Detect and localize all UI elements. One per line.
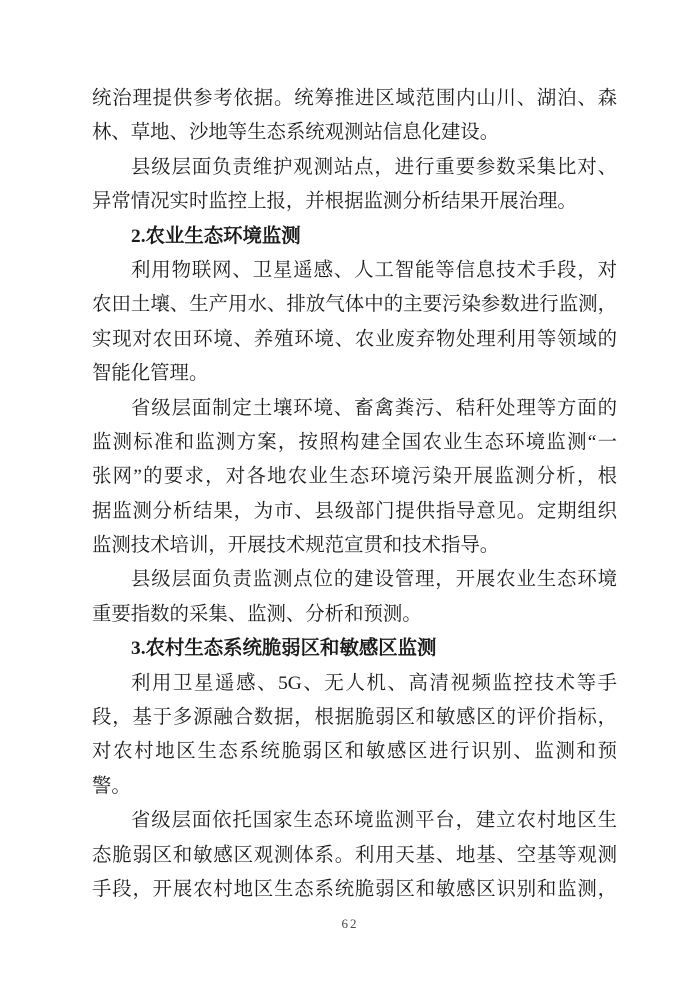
text-line: 县级层面负责维护观测站点，进行重要参数采集比对、 [131, 156, 617, 178]
page-footer [0, 915, 700, 933]
text-line: 张网”的要求，对各地农业生态环境污染开展监测分析，根 [92, 466, 617, 488]
section-heading: 2.农业生态环境监测 [131, 225, 301, 247]
text-line: 智能化管理。 [92, 363, 209, 385]
text-line: 手段，开展农村地区生态系统脆弱区和敏感区识别和监测， [92, 878, 617, 900]
text-line: 利用物联网、卫星遥感、人工智能等信息技术手段，对 [131, 259, 617, 281]
text-line: 县级层面负责监测点位的建设管理，开展农业生态环境 [131, 569, 617, 591]
text-line: 据监测分析结果，为市、县级部门提供指导意见。定期组织 [92, 500, 617, 522]
text-line: 利用卫星遥感、5G、无人机、高清视频监控技术等手 [131, 672, 617, 694]
text-line: 林、草地、沙地等生态系统观测站信息化建设。 [92, 122, 500, 144]
text-line: 警。 [92, 775, 131, 797]
text-line: 段，基于多源融合数据，根据脆弱区和敏感区的评价指标， [92, 707, 617, 729]
text-line: 态脆弱区和敏感区观测体系。利用天基、地基、空基等观测 [92, 844, 617, 866]
text-line: 省级层面制定土壤环境、畜禽粪污、秸秆处理等方面的 [131, 397, 617, 419]
text-line: 对农村地区生态系统脆弱区和敏感区进行识别、监测和预 [92, 741, 617, 763]
section-heading: 3.农村生态系统脆弱区和敏感区监测 [131, 638, 437, 660]
text-line: 农田土壤、生产用水、排放气体中的主要污染参数进行监测， [92, 294, 617, 316]
text-line: 监测标准和监测方案，按照构建全国农业生态环境监测“一 [92, 431, 617, 453]
text-line: 异常情况实时监控上报，并根据监测分析结果开展治理。 [92, 191, 577, 213]
text-line: 实现对农田环境、养殖环境、农业废弃物处理利用等领域的 [92, 328, 617, 350]
text-line: 省级层面依托国家生态环境监测平台，建立农村地区生 [131, 810, 617, 832]
text-line: 监测技术培训，开展技术规范宣贯和技术指导。 [92, 535, 500, 557]
text-line: 重要指数的采集、监测、分析和预测。 [92, 603, 422, 625]
document-body [92, 82, 617, 907]
text-line: 统治理提供参考依据。统筹推进区域范围内山川、湖泊、森 [92, 88, 617, 109]
page-number: 62 [341, 916, 359, 931]
